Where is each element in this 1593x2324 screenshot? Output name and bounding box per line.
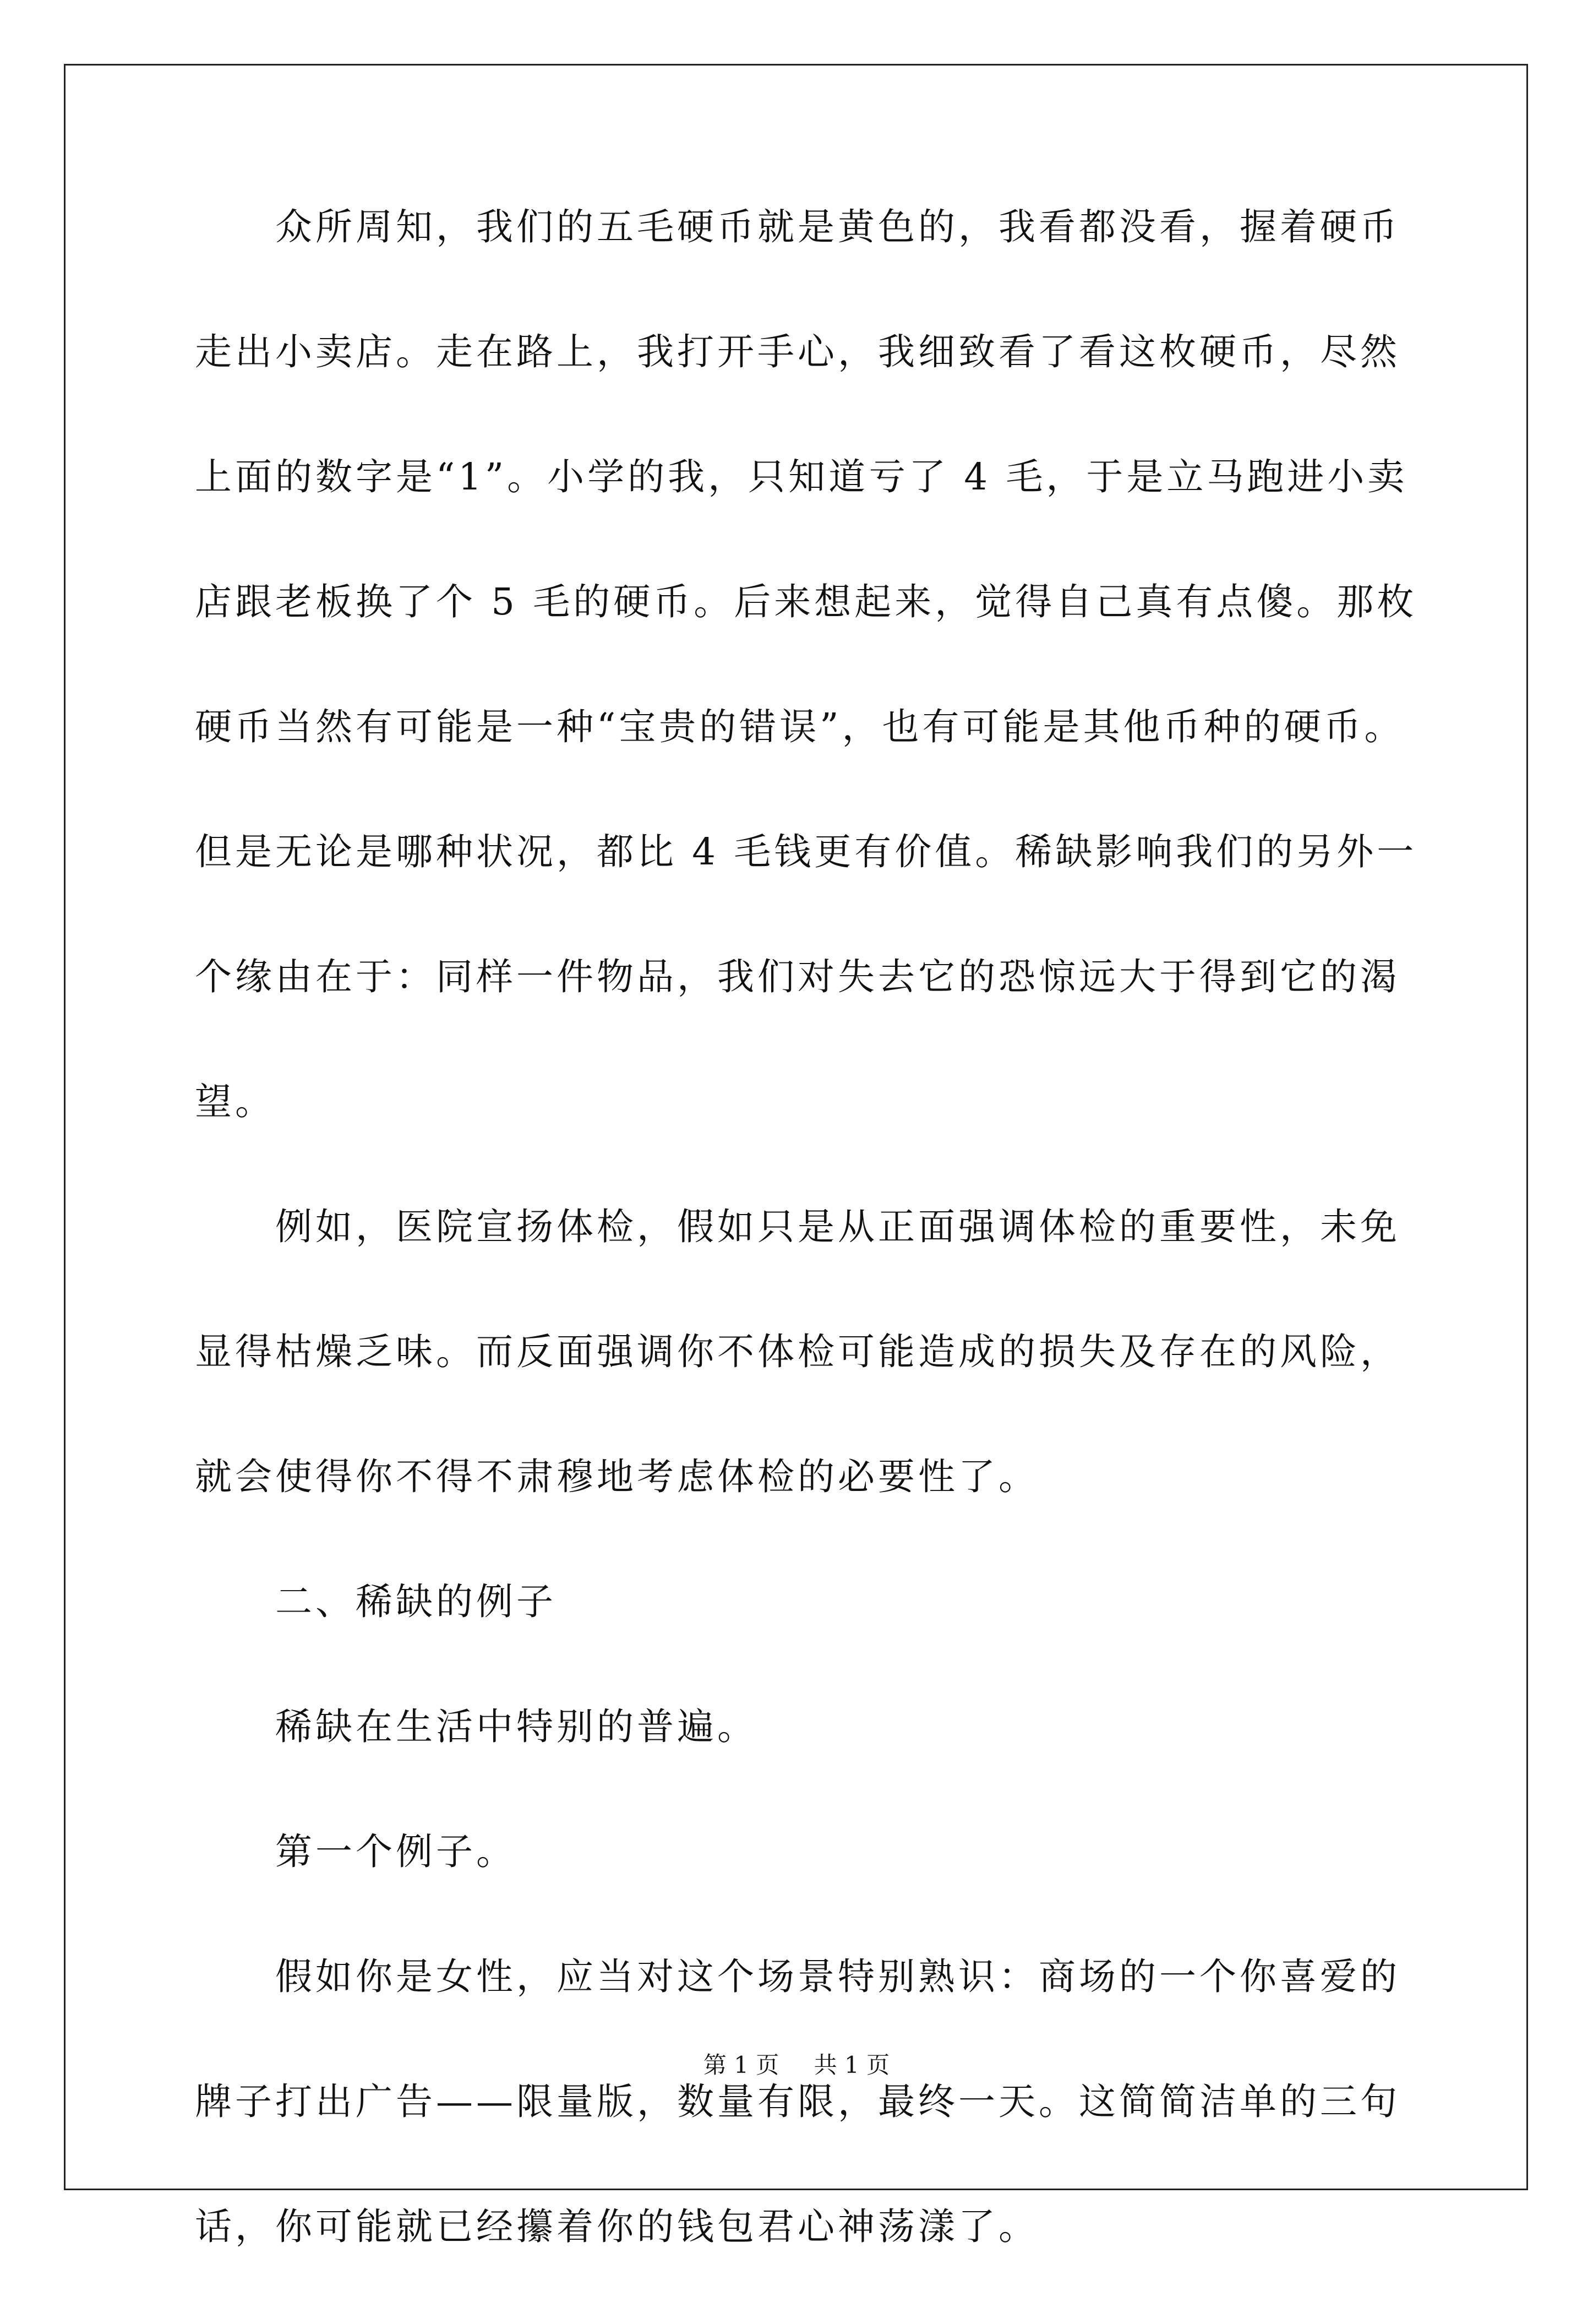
text-line: 显得枯燥乏味。而反面强调你不体检可能造成的损失及存在的风险，: [195, 1330, 1400, 1373]
document-body: [195, 199, 1417, 2324]
text-line: 个缘由在于：同样一件物品，我们对失去它的恐惊远大于得到它的渴: [195, 955, 1400, 998]
text-line: 二、稀缺的例子: [275, 1580, 557, 1623]
text-line: 第一个例子。: [275, 1830, 516, 1873]
page-footer: [0, 2047, 1593, 2080]
text-line: 走出小卖店。走在路上，我打开手心，我细致看了看这枚硬币，尽然: [195, 330, 1400, 373]
text-line: 望。: [195, 1080, 275, 1123]
page-number: 第 1 页: [703, 2051, 779, 2078]
text-line: 但是无论是哪种状况，都比 4 毛钱更有价值。稀缺影响我们的另外一: [195, 830, 1417, 873]
text-line: 硬币当然有可能是一种“宝贵的错误”，也有可能是其他币种的硬币。: [195, 705, 1405, 748]
text-line: 例如，医院宣扬体检，假如只是从正面强调体检的重要性，未免: [275, 1205, 1400, 1248]
text-line: 上面的数字是“1”。小学的我，只知道亏了 4 毛，于是立马跑进小卖: [195, 455, 1408, 498]
text-line: 店跟老板换了个 5 毛的硬币。后来想起来，觉得自己真有点傻。那枚: [195, 580, 1417, 623]
text-line: 假如你是女性，应当对这个场景特别熟识：商场的一个你喜爱的: [275, 1955, 1400, 1998]
page-total: 共 1 页: [814, 2051, 890, 2078]
text-line: 众所周知，我们的五毛硬币就是黄色的，我看都没看，握着硬币: [275, 205, 1400, 248]
text-line: 话，你可能就已经攥着你的钱包君心神荡漾了。: [195, 2205, 1039, 2248]
text-line: 就会使得你不得不肃穆地考虑体检的必要性了。: [195, 1455, 1039, 1498]
text-line: 稀缺在生活中特别的普遍。: [275, 1705, 757, 1748]
text-line: 牌子打出广告——限量版，数量有限，最终一天。这简简洁单的三句: [195, 2080, 1400, 2123]
